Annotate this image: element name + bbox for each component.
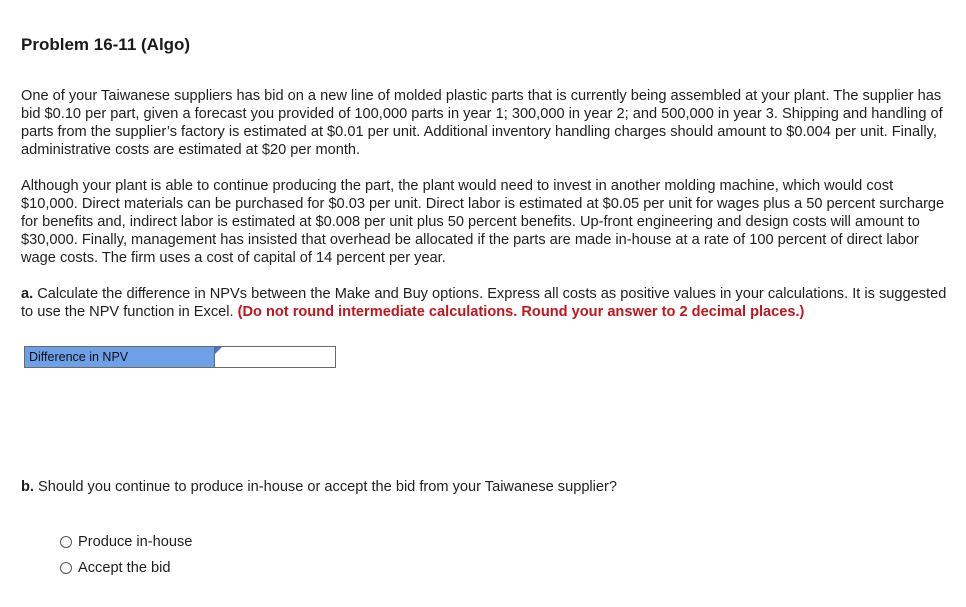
part-a-text: Calculate the difference in NPVs between the Make and Buy options. Express all costs as positive values in your calculations. It is suggested to use the NPV function in Excel. bbox=[21, 286, 947, 320]
problem-paragraph-2: Although your plant is able to continue producing the part, the plant would need to invest in another molding machine, which would cost $10,000. Direct materials can be purchased for $0.03 per unit. Direct labor is estimated at $0.05 per unit for wages plus a 50 percent surcharge for benefits and, indirect labor is estimated at $0.008 per unit plus 50 percent benefits. Up-front engineering and design costs will amount to $30,000. Finally, management has insisted that overhead be allocated if the parts are made in-house at a rate of 100 percent of direct labor wage costs. The firm uses a cost of capital of 14 percent per year. bbox=[21, 178, 945, 266]
radio-button-icon[interactable] bbox=[60, 536, 72, 548]
problem-paragraph-1: One of your Taiwanese suppliers has bid on a new line of molded plastic parts that is currently being assembled at your plant. The supplier has bid $0.10 per part, given a forecast you provided of 100,000 parts in year 1; 300,000 in year 2; and 500,000 in year 3. Shipping and handling of parts from the supplier’s factory is estimated at $0.01 per unit. Additional inventory handling charges should amount to $0.004 per unit. Finally, administrative costs are estimated at $20 per month. bbox=[21, 88, 943, 158]
part-b-question bbox=[21, 478, 951, 496]
part-b-text: Should you continue to produce in-house or accept the bid from your Taiwanese supplier? bbox=[33, 479, 618, 495]
option-label: Produce in-house bbox=[78, 534, 193, 550]
option-label: Accept the bid bbox=[78, 560, 171, 576]
part-b-label: b. bbox=[21, 479, 34, 495]
part-a-instruction: (Do not round intermediate calculations. Round your answer to 2 decimal places.) bbox=[237, 304, 805, 320]
part-b-options bbox=[60, 529, 192, 581]
option-produce-in-house[interactable] bbox=[60, 529, 192, 555]
npv-difference-label: Difference in NPV bbox=[25, 347, 215, 367]
npv-difference-cell[interactable] bbox=[215, 347, 335, 367]
part-a-question bbox=[21, 285, 951, 321]
radio-button-icon[interactable] bbox=[60, 562, 72, 574]
problem-title: Problem 16-11 (Algo) bbox=[21, 35, 191, 54]
cell-corner-icon bbox=[215, 347, 222, 354]
npv-answer-table bbox=[24, 346, 336, 368]
npv-difference-input[interactable] bbox=[215, 347, 335, 367]
option-accept-bid[interactable] bbox=[60, 555, 192, 581]
part-a-label: a. bbox=[21, 286, 34, 302]
